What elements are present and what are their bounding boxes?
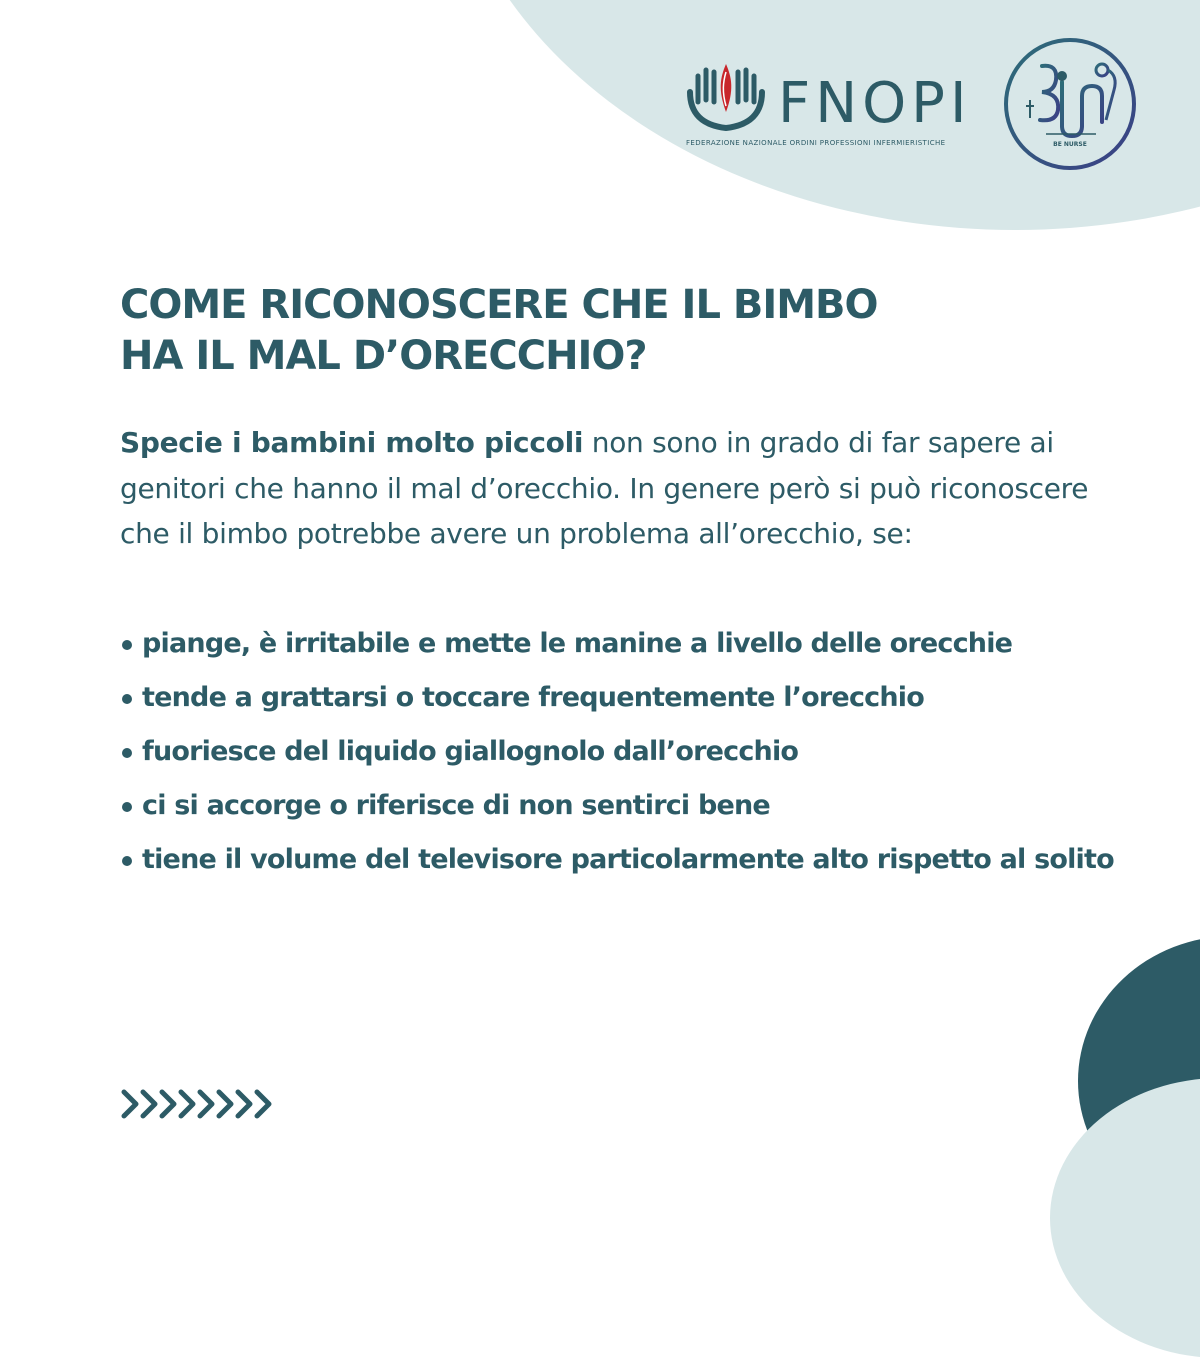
list-item: ci si accorge o riferisce di non sentirci bene (120, 784, 1120, 828)
fnopi-logo (680, 62, 980, 152)
intro-paragraph (120, 420, 1140, 557)
benurse-label: BE NURSE (1053, 141, 1087, 148)
decorative-circle-light (1050, 1078, 1200, 1358)
intro-text: non sono in grado di far sapere ai genitori che hanno il mal d’orecchio. In genere però si può riconoscere che il bimbo potrebbe avere un problema all’orecchio, se: (120, 426, 1089, 550)
stethoscope-icon (1002, 36, 1138, 172)
list-item: tende a grattarsi o toccare frequentemente l’orecchio (120, 676, 1120, 720)
intro-emphasis: Specie i bambini molto piccoli (120, 426, 584, 459)
fnopi-subtitle: FEDERAZIONE NAZIONALE ORDINI PROFESSIONI INFERMIERISTICHE (686, 139, 946, 147)
benurse-logo (1002, 36, 1138, 172)
list-item: fuoriesce del liquido giallognolo dall’orecchio (120, 730, 1120, 774)
title-line-1: COME RICONOSCERE CHE IL BIMBO (120, 282, 878, 328)
title-line-2: HA IL MAL D’ORECCHIO? (120, 333, 647, 379)
list-item: tiene il volume del televisore particolarmente alto rispetto al solito (120, 838, 1120, 882)
chevrons-right-icon[interactable] (120, 1088, 274, 1120)
symptom-list (120, 622, 1120, 892)
hands-flame-icon (680, 62, 772, 134)
list-item: piange, è irritabile e mette le manine a livello delle orecchie (120, 622, 1120, 666)
fnopi-wordmark: FNOPI (778, 71, 972, 136)
page-title (120, 280, 1120, 382)
